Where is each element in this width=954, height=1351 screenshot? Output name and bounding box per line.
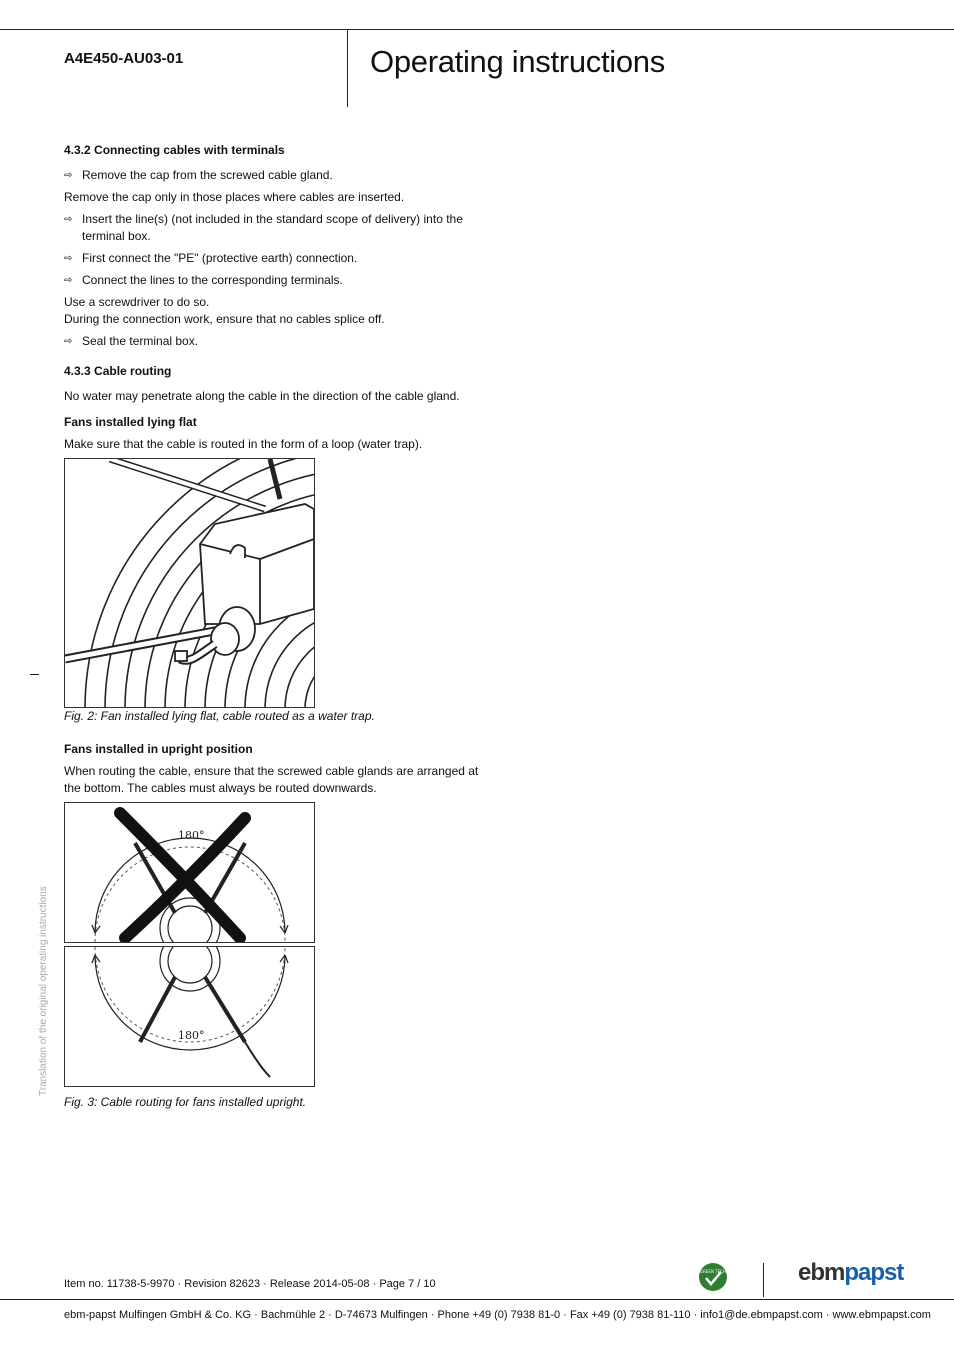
arrow-right-icon: ⇨	[64, 214, 73, 225]
arrow-right-icon: ⇨	[64, 336, 73, 347]
margin-tick	[30, 674, 39, 675]
paragraph: Remove the cap only in those places where cables are inserted.	[64, 190, 405, 204]
figure-3-bottom-panel	[64, 946, 315, 1087]
paragraph: No water may penetrate along the cable in the direction of the cable gland.	[64, 389, 460, 403]
header-top-rule	[0, 29, 954, 30]
logo-ebm: ebm	[798, 1259, 845, 1286]
figure-2-caption: Fig. 2: Fan installed lying flat, cable routed as a water trap.	[64, 709, 375, 723]
company-logo	[798, 1259, 903, 1287]
vertical-note: Translation of the original operating instructions	[38, 886, 49, 1096]
model-number: A4E450-AU03-01	[64, 50, 184, 67]
footer-logo-divider	[763, 1263, 764, 1297]
section-heading-4-3-3: 4.3.3 Cable routing	[64, 364, 172, 378]
footer-item-line: Item no. 11738-5-9970 · Revision 82623 · Release 2014-05-08 · Page 7 / 10	[64, 1278, 436, 1290]
figure-3-container	[64, 802, 315, 1088]
subheading-lying-flat: Fans installed lying flat	[64, 415, 197, 429]
paragraph: Use a screwdriver to do so.	[64, 295, 210, 309]
step-text: Connect the lines to the corresponding terminals.	[82, 273, 343, 287]
paragraph: When routing the cable, ensure that the screwed cable glands are arranged at the bottom. The cables must always be routed downwards.	[64, 764, 479, 795]
arrow-right-icon: ⇨	[64, 253, 73, 264]
section-heading-4-3-2: 4.3.2 Connecting cables with terminals	[64, 143, 285, 157]
step-text: Seal the terminal box.	[82, 334, 199, 348]
arrow-right-icon: ⇨	[64, 275, 73, 286]
main-content	[64, 142, 484, 1116]
paragraph: Make sure that the cable is routed in the form of a loop (water trap).	[64, 437, 423, 451]
angle-label-bottom: 180°	[178, 1029, 205, 1042]
arrow-right-icon: ⇨	[64, 170, 73, 181]
step-item	[64, 250, 484, 267]
footer-address: ebm-papst Mulfingen GmbH & Co. KG · Bachmühle 2 · D-74673 Mulfingen · Phone +49 (0) 7938 81-0 · Fax +49 (0) 7938 81-110 · info1@de.ebmpapst.com · www.ebmpapst.com	[64, 1309, 931, 1321]
figure-2-illustration	[64, 458, 315, 708]
step-item	[64, 167, 484, 184]
subheading-upright: Fans installed in upright position	[64, 742, 253, 756]
paragraph: During the connection work, ensure that no cables splice off.	[64, 312, 385, 326]
footer-rule	[0, 1299, 954, 1300]
step-text: First connect the "PE" (protective earth) connection.	[82, 251, 358, 265]
angle-label-top: 180°	[178, 829, 205, 842]
header-divider	[347, 29, 348, 107]
step-text: Remove the cap from the screwed cable gland.	[82, 168, 333, 182]
badge-label: GREEN TECH	[700, 1269, 726, 1274]
figure-3-caption: Fig. 3: Cable routing for fans installed upright.	[64, 1095, 307, 1109]
step-item	[64, 333, 484, 350]
logo-papst: papst	[844, 1259, 904, 1286]
step-text: Insert the line(s) (not included in the standard scope of delivery) into the terminal box.	[82, 212, 463, 243]
step-item	[64, 272, 484, 289]
step-item	[64, 211, 484, 245]
document-title: Operating instructions	[370, 44, 665, 79]
figure-3-top-panel	[64, 802, 315, 943]
green-tech-icon	[698, 1262, 728, 1292]
